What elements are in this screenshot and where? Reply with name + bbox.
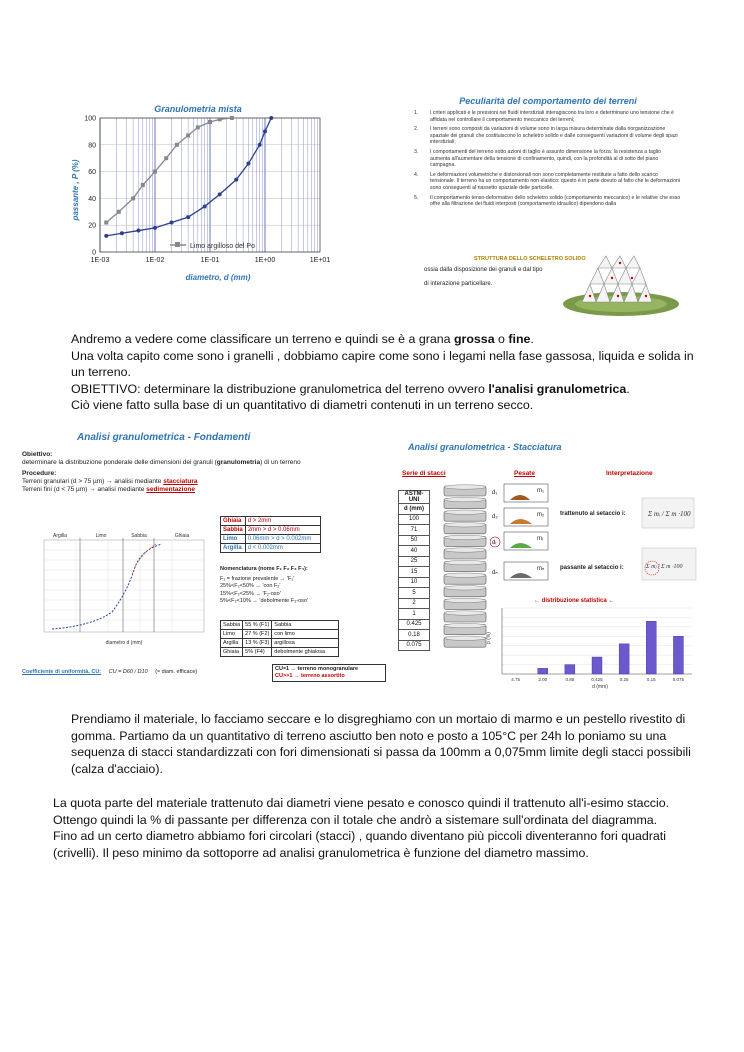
fig3-class-table (220, 516, 321, 553)
sieve-mesh (444, 485, 486, 489)
chart2-xtick: 4.75 (511, 677, 520, 682)
fig3-uni-note: (≈ diam. efficace) (155, 669, 198, 675)
example-cell: con limo (272, 630, 339, 639)
sieve-size: 15 (399, 567, 430, 578)
class-row (221, 517, 321, 526)
fig2-item-text: Le deformazioni volumetriche e distorsionali non sono completamente restituite a fatto dello scarico tensionale. Il terreno ha un comportamento non elastico: questo è in parte dovuto al fatto che le deformazioni sono conseguenti al riassetto spaziale delle particelle. (430, 171, 681, 191)
fig2-item (414, 149, 682, 169)
chart1-ytick: 40 (88, 195, 96, 203)
sieve-mesh (444, 636, 486, 640)
fig3-proc2: Terreni fini (d < 75 µm) → analisi mediante sedimentazione (22, 486, 195, 493)
example-cell: 55 % (F1) (243, 621, 272, 630)
para3-line3: Fino ad un certo diametro abbiamo fori circolari (stacci) , quando diventano più piccoli diventeranno fori quadrati (53, 829, 666, 844)
fig4-dlabel-2: d₂ (492, 514, 498, 520)
example-row (221, 648, 339, 657)
chart1-ytick: 80 (88, 142, 96, 150)
para3-line4: (crivelli). Il peso minimo da sottoporre ad analisi granulometrica è funzione del diametro massimo. (53, 845, 589, 860)
chart2-bar (646, 621, 656, 674)
fig3-cu1: CU≈1 → terreno monogranulare (275, 666, 359, 672)
example-cell: Ghiaia (221, 648, 243, 657)
sieve-mesh (444, 497, 486, 501)
example-row (221, 639, 339, 648)
paragraph-procedure (71, 711, 711, 777)
sieve-mesh (444, 598, 486, 602)
example-cell: 5% (F4) (243, 648, 272, 657)
fig2-list (414, 110, 682, 208)
example-cell: 13 % (F3) (243, 639, 272, 648)
fig4-weight-mn: mₙ (537, 566, 545, 572)
fig3-nomen-title: Nomenclatura (nome F₁ F₂ F₃ F₄): (220, 566, 308, 572)
sieve-size: 0.075 (399, 640, 430, 651)
sieve-mesh (444, 623, 486, 627)
fig2-item (414, 110, 682, 123)
fig-stacciatura (394, 442, 698, 692)
fig4-passante: passante al setaccio i: (560, 565, 624, 571)
chart2-xtick: 0.075 (672, 677, 685, 682)
chart2-xtick: 0.425 (591, 677, 603, 682)
fig3-objective (22, 451, 384, 494)
fig2-item (414, 195, 682, 208)
chart1-point (218, 117, 222, 121)
chart1-point (131, 196, 135, 200)
chart1-ytick: 100 (84, 115, 96, 123)
sieve-size: 1 (399, 609, 430, 620)
paragraph-intro (71, 331, 711, 414)
fig2-item-num: 4. (414, 171, 419, 178)
sieve-mesh (444, 586, 486, 590)
example-cell: Sabbia (272, 621, 339, 630)
class-name: Sabbia (221, 526, 246, 535)
chart1-title: Granulometria mista (154, 104, 242, 114)
chart1-xtick: 1E+00 (254, 257, 276, 264)
para2-line4: (calza d'acciaio). (71, 761, 163, 776)
fig4-h3: Interpretazione (606, 470, 653, 477)
sieve-mesh (444, 510, 486, 514)
example-cell: argillosa (272, 639, 339, 648)
fig3-proc-label: Procedure: (22, 470, 57, 477)
para3-line1: La quota parte del materiale trattenuto dai diametri viene pesato e conosco quindi il trattenuto all'i-esimo staccio. (53, 796, 670, 810)
fig4-dlabel-1: d₁ (492, 490, 498, 496)
chart2-bar (592, 657, 602, 674)
chart2-xtick: 0.85 (565, 677, 575, 682)
fig4-title: Analisi granulometrica - Stacciatura (408, 442, 562, 452)
fig2-structure-label: STRUTTURA DELLO SCHELETRO SOLIDO (474, 256, 586, 262)
chart1-point (164, 156, 168, 160)
class-row (221, 535, 321, 544)
chart2-xtick: 2.00 (538, 677, 548, 682)
para3-line2: Ottengo quindi la % di passante per differenza con il totale che andrò a sistemare sull'ordinata del diagramma. (53, 812, 658, 827)
svg-text:Σ mⱼ / Σ m ·100: Σ mⱼ / Σ m ·100 (646, 564, 683, 570)
chart2-bar (619, 644, 629, 674)
chart1-ytick: 20 (88, 222, 96, 230)
chart1-legend-label: Limo argilloso del Po (190, 243, 255, 250)
class-row (221, 526, 321, 535)
card-house-illustration (562, 254, 680, 316)
para1-line1: Andremo a vedere come classificare un terreno e quindi se è a grana grossa o fine. (71, 332, 534, 346)
fig4-bar-ylabel: p (%) (486, 632, 492, 644)
chart1-point (170, 221, 174, 225)
sieve-size: 5 (399, 588, 430, 599)
chart1-xtick: 1E-02 (145, 257, 165, 264)
chart1-point (120, 231, 124, 235)
sieve-size: 100 (399, 514, 430, 525)
fig2-tail1: ossia dalla disposizione dei granuli e dal tipo (424, 267, 543, 273)
fig4-bar-xlabel: d (mm) (592, 684, 608, 690)
sieve-mesh (444, 523, 486, 527)
fig3-title: Analisi granulometrica - Fondamenti (77, 432, 251, 443)
chart2-xtick: 0.25 (619, 677, 629, 682)
fig4-dlabel-n: dₙ (492, 570, 498, 576)
fig2-item-text: I criteri applicati e le pressioni nei fluidi interstiziali interagiscono tra loro e determinano uno tensione che è affidata nel controllare il comportamento meccanico dei terreni; (430, 110, 674, 123)
fig4-h1: Serie di stacci (402, 470, 446, 477)
class-name: Ghiaia (221, 517, 246, 526)
chart1-xtick: 1E-03 (90, 257, 110, 264)
para1-line4: OBIETTIVO: determinare la distribuzione granulometrica del terreno ovvero l'analisi granulometrica. (71, 381, 630, 396)
sieve-mesh (444, 611, 486, 615)
para1-line3: un terreno. (71, 365, 131, 380)
class-range: 0.06mm > d > 0.002mm (245, 535, 320, 544)
fig-granulometria-mista (58, 100, 378, 285)
example-row (221, 621, 339, 630)
chart1-point (117, 210, 121, 214)
fig4-dist-label: ← distribuzione statistica ← (534, 598, 615, 604)
svg-text:Σ mᵢ / Σ m ·100: Σ mᵢ / Σ m ·100 (648, 510, 691, 518)
chart-granulometria (58, 100, 378, 285)
chart1-point (104, 221, 108, 225)
example-cell: Sabbia (221, 621, 243, 630)
class-name: Limo (221, 535, 246, 544)
chart1-ytick: 0 (92, 249, 96, 257)
fig3-obj-label: Obiettivo: (22, 451, 53, 458)
fig3-zone-limo: Limo (95, 533, 107, 539)
example-cell: Limo (221, 630, 243, 639)
chart1-point (246, 162, 250, 166)
chart1-ytick: 60 (88, 169, 96, 177)
chart1-xlabel: diametro, d (mm) (185, 273, 251, 282)
fig3-obj-text: determinare la distribuzione ponderale delle dimensioni dei granuli (granulometria) di un terreno (22, 459, 301, 466)
fig2-tail2: di interazione particellare. (424, 281, 493, 287)
fig4-trattenuto: trattenuto al setaccio i: (560, 511, 626, 517)
example-cell: Argilla (221, 639, 243, 648)
fig4-sieve-table (398, 490, 430, 651)
fig-fondamenti (22, 432, 384, 690)
class-name: Argilla (221, 544, 246, 553)
chart1-point (153, 226, 157, 230)
chart1-point (196, 125, 200, 129)
fig4-weights (490, 480, 554, 588)
chart1-xtick: 1E+01 (309, 257, 331, 264)
fig2-item-text: Il comportamento tenso-deformativo dello scheletro solido (comportamento meccanico) e le relative che esso offre alla filtrazione dei fluidi interposti (comportamento idraulico) dipendono dalla (430, 194, 681, 208)
fig2-item-num: 3. (414, 148, 419, 155)
chart1-point (208, 120, 212, 124)
chart1-series-line (106, 118, 232, 223)
class-row (221, 544, 321, 553)
para2-line2: gomma. Partiamo da un quantitativo di terreno asciutto ben noto e posto a 105°C per 24h lo poniamo su una (71, 728, 667, 743)
sieve-mesh (444, 535, 486, 539)
chart1-point (104, 234, 108, 238)
fig4-bar-chart (482, 604, 696, 690)
fig3-cu-box (272, 664, 386, 682)
sieve-mesh (444, 560, 486, 564)
sieve-head: ASTM-UNI (399, 491, 430, 504)
chart1-ylabel: passante , P (%) (71, 159, 80, 221)
class-range: 2mm > d > 0.06mm (245, 526, 320, 535)
fig2-item (414, 172, 682, 192)
chart2-xtick: 0.15 (646, 677, 656, 682)
chart1-point (234, 178, 238, 182)
example-cell: debolmente ghiaiosa (272, 648, 339, 657)
fig3-nomen-3: 5%<F₂<10% → 'debolmente F₂-oso' (220, 598, 308, 604)
fig3-zone-ghiaia: Ghiaia (174, 533, 190, 539)
sieve-mesh (444, 573, 486, 577)
fig2-item-num: 2. (414, 126, 419, 133)
fig4-weight-m1: m₁ (537, 488, 545, 494)
paragraph-results (53, 795, 713, 861)
chart1-point (218, 192, 222, 196)
fig3-example-table (220, 620, 339, 657)
fig3-uni-label: Coefficiente di uniformità, CU: (22, 669, 102, 675)
fig2-item-text: I terreni sono composti da variazioni di volume sono in larga misura determinate dalla riorganizzazione spaziale dei granuli che costituiscono lo scheletro solido e dalle conseguenti variazioni di volume degli spazi interstiziali; (430, 126, 678, 146)
fig3-nomenclature (220, 566, 380, 606)
chart2-bar (673, 636, 683, 674)
fig4-weight-mi: mᵢ (537, 536, 543, 542)
example-row (221, 630, 339, 639)
class-range: d > 2mm (245, 517, 320, 526)
para2-line3: sequenza di stacci standardizzati con fori dimensionati si passa da 100mm a 0,075mm limite degli stacci possibili (71, 745, 691, 760)
sieve-size: 10 (399, 577, 430, 588)
chart2-bar (565, 665, 575, 674)
chart1-point (263, 129, 267, 133)
sieve-head: d (mm) (399, 504, 430, 515)
fig4-h2: Pesate (514, 470, 535, 477)
fig-peculiarita (414, 96, 682, 316)
sieve-size: 2 (399, 598, 430, 609)
chart1-point (258, 143, 262, 147)
fig3-nomen-0: F₁ = frazione prevalente → 'F₁' (220, 575, 295, 582)
chart1-point (203, 204, 207, 208)
para1-line5: Ciò viene fatto sulla base di un quantitativo di diametri contenuti in un terreno secco. (71, 398, 534, 413)
sieve-mesh (444, 548, 486, 552)
chart1-point (186, 133, 190, 137)
fig3-uni-formula: CU = D60 / D10 (108, 669, 148, 675)
fig2-item-text: I comportamenti del terreno sotto azioni di taglio è assunto dimensione la forza: la resistenza a taglio aumenta all'aumentare della tensione di confinamento, quindi, con la profondità al di sotto del piano campagna. (430, 148, 661, 169)
chart1-point (136, 229, 140, 233)
fig4-formulas (640, 496, 698, 596)
fig3-cu2: CU>>1 → terreno assortito (275, 673, 345, 679)
sieve-size: 25 (399, 556, 430, 567)
fig3-nomen-2: 15%<F₂<25% → 'F₂-oso' (220, 590, 281, 597)
fig3-zone-argilla: Argilla (53, 533, 67, 539)
sieve-size: 71 (399, 525, 430, 536)
sieve-size: 0.18 (399, 630, 430, 641)
fig2-title: Peculiarità del comportamento dei terreni (459, 96, 637, 106)
chart1-point (230, 116, 234, 120)
sieve-size: 40 (399, 546, 430, 557)
sieve-size: 0.425 (399, 619, 430, 630)
chart1-point (186, 215, 190, 219)
sieve-size: 50 (399, 535, 430, 546)
para1-line2: Una volta capito come sono i granelli , dobbiamo capire come sono i legami nella fase gassosa, liquida e solida in (71, 348, 694, 363)
fig3-curve (22, 530, 212, 648)
fig4-dlabel-i: dᵢ (492, 540, 497, 546)
fig3-nomen-1: 25%<F₂<50% → 'con F₂' (220, 583, 281, 589)
chart1-point (153, 170, 157, 174)
chart1-legend (170, 242, 255, 250)
fig3-proc1: Terreni granulari (d > 75 µm) → analisi mediante stacciatura (22, 478, 198, 485)
fig3-xlabel: diametro d (mm) (105, 640, 143, 646)
fig2-item-num: 5. (414, 194, 419, 201)
chart1-point (175, 143, 179, 147)
example-cell: 27 % (F2) (243, 630, 272, 639)
chart1-point (141, 183, 145, 187)
class-range: d < 0.002mm (245, 544, 320, 553)
chart1-point (269, 116, 273, 120)
para2-line1: Prendiamo il materiale, lo facciamo seccare e lo disgreghiamo con un mortaio di marmo e un pestello rivestito di (71, 712, 686, 726)
fig2-item-num: 1. (414, 110, 419, 116)
chart1-xtick: 1E-01 (200, 257, 220, 264)
chart2-bar (538, 668, 548, 674)
fig3-zone-sabbia: Sabbia (131, 533, 147, 539)
fig2-item (414, 126, 682, 146)
fig4-weight-m2: m₂ (537, 512, 545, 518)
